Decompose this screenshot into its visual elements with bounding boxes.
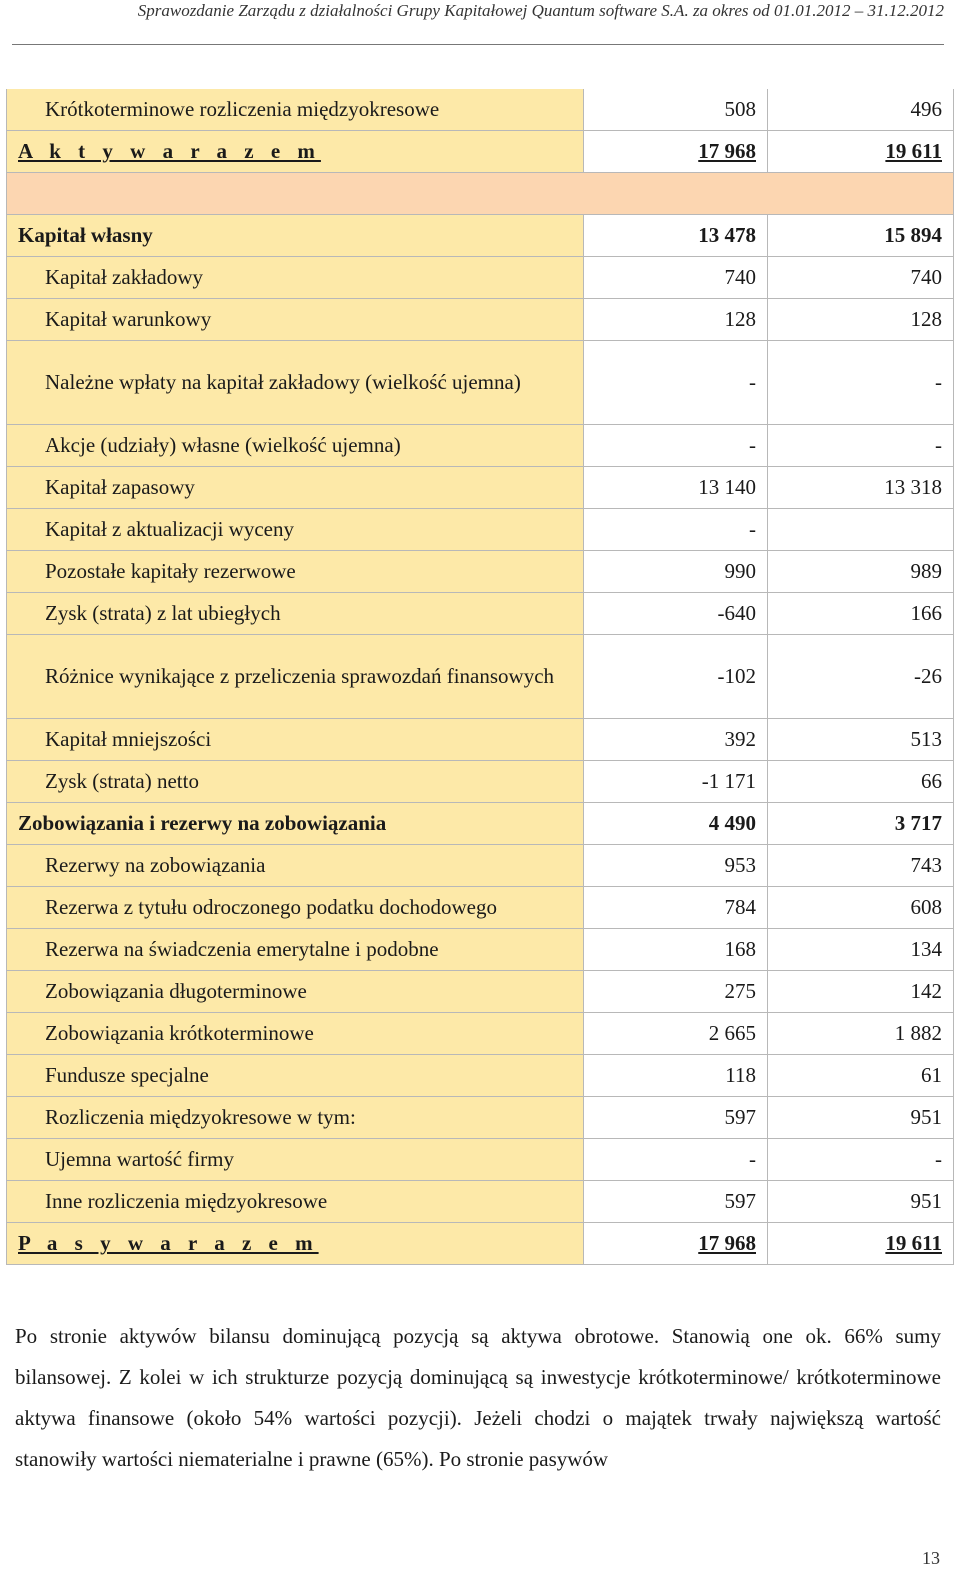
table-row (7, 845, 954, 887)
row-label: Różnice wynikające z przeliczenia sprawozdań finansowych (7, 635, 584, 719)
row-label: Akcje (udziały) własne (wielkość ujemna) (7, 425, 584, 467)
value-2012: 168 (584, 929, 768, 971)
row-label: Zobowiązania długoterminowe (7, 971, 584, 1013)
value-2011: - (768, 1139, 954, 1181)
value-2012: - (584, 1139, 768, 1181)
row-label: Zysk (strata) z lat ubiegłych (7, 593, 584, 635)
value-2012: 17 968 (584, 1223, 768, 1265)
balance-sheet-table (6, 89, 954, 1265)
row-label: A k t y w a r a z e m (7, 131, 584, 173)
value-2011 (768, 509, 954, 551)
row-label: Pozostałe kapitały rezerwowe (7, 551, 584, 593)
row-label: Kapitał mniejszości (7, 719, 584, 761)
row-label: Zobowiązania krótkoterminowe (7, 1013, 584, 1055)
table-row (7, 929, 954, 971)
value-2011: 128 (768, 299, 954, 341)
value-2011: 3 717 (768, 803, 954, 845)
value-2011: 989 (768, 551, 954, 593)
table-row (7, 803, 954, 845)
value-2012: 13 478 (584, 215, 768, 257)
value-2011: 1 882 (768, 1013, 954, 1055)
table-row (7, 89, 954, 131)
row-label: Zobowiązania i rezerwy na zobowiązania (7, 803, 584, 845)
table-separator-row (7, 173, 954, 215)
row-label: Rezerwa na świadczenia emerytalne i podobne (7, 929, 584, 971)
value-2011: 61 (768, 1055, 954, 1097)
table-row (7, 1139, 954, 1181)
table-row (7, 341, 954, 425)
table-row (7, 215, 954, 257)
value-2011: 142 (768, 971, 954, 1013)
value-2012: -640 (584, 593, 768, 635)
value-2011: 951 (768, 1097, 954, 1139)
value-2011: - (768, 341, 954, 425)
table-row-assets-total (7, 131, 954, 173)
value-2011: 743 (768, 845, 954, 887)
value-2011: 951 (768, 1181, 954, 1223)
value-2012: 2 665 (584, 1013, 768, 1055)
table-row (7, 1097, 954, 1139)
table-row (7, 1013, 954, 1055)
table-row (7, 887, 954, 929)
header-divider (12, 44, 944, 45)
row-label: Rezerwy na zobowiązania (7, 845, 584, 887)
table-row (7, 299, 954, 341)
value-2011: 166 (768, 593, 954, 635)
table-row (7, 971, 954, 1013)
value-2012: 275 (584, 971, 768, 1013)
value-2012: 990 (584, 551, 768, 593)
value-2011: 740 (768, 257, 954, 299)
value-2012: 4 490 (584, 803, 768, 845)
value-2012: 508 (584, 89, 768, 131)
row-label: Krótkoterminowe rozliczenia międzyokresowe (7, 89, 584, 131)
row-label: Należne wpłaty na kapitał zakładowy (wielkość ujemna) (7, 341, 584, 425)
row-label: Rezerwa z tytułu odroczonego podatku dochodowego (7, 887, 584, 929)
body-paragraph: Po stronie aktywów bilansu dominującą pozycją są aktywa obrotowe. Stanowią one ok. 66% sumy bilansowej. Z kolei w ich strukturze pozycją dominującą są inwestycje krótkoterminowe/ krótkoterminowe aktywa finansowe (około 54% wartości pozycji). Jeżeli chodzi o majątek trwały największą wartość stanowiły wartości niematerialne i prawne (65%). Po stronie pasywów (15, 1324, 941, 1471)
value-2011: 513 (768, 719, 954, 761)
value-2012: 128 (584, 299, 768, 341)
value-2012: -1 171 (584, 761, 768, 803)
row-label: Kapitał z aktualizacji wyceny (7, 509, 584, 551)
row-label: Ujemna wartość firmy (7, 1139, 584, 1181)
table-row (7, 593, 954, 635)
row-label: Kapitał własny (7, 215, 584, 257)
page-header: Sprawozdanie Zarządu z działalności Grupy Kapitałowej Quantum software S.A. za okres od 01.01.2012 – 31.12.2012 (137, 1, 944, 20)
separator-cell (7, 173, 954, 215)
table-row (7, 1055, 954, 1097)
value-2012: 17 968 (584, 131, 768, 173)
value-2011: 15 894 (768, 215, 954, 257)
value-2012: 740 (584, 257, 768, 299)
row-label: Kapitał zakładowy (7, 257, 584, 299)
row-label: Kapitał zapasowy (7, 467, 584, 509)
row-label: Fundusze specjalne (7, 1055, 584, 1097)
value-2011: 608 (768, 887, 954, 929)
row-label: P a s y w a r a z e m (7, 1223, 584, 1265)
table-row-liabilities-total (7, 1223, 954, 1265)
value-2011: -26 (768, 635, 954, 719)
value-2012: 13 140 (584, 467, 768, 509)
table-row (7, 425, 954, 467)
value-2012: 118 (584, 1055, 768, 1097)
value-2012: 597 (584, 1181, 768, 1223)
value-2011: 19 611 (768, 131, 954, 173)
value-2011: 496 (768, 89, 954, 131)
value-2011: 13 318 (768, 467, 954, 509)
value-2012: - (584, 509, 768, 551)
value-2011: 134 (768, 929, 954, 971)
value-2011: - (768, 425, 954, 467)
row-label: Rozliczenia międzyokresowe w tym: (7, 1097, 584, 1139)
row-label: Inne rozliczenia międzyokresowe (7, 1181, 584, 1223)
table-row (7, 635, 954, 719)
value-2011: 19 611 (768, 1223, 954, 1265)
table-row (7, 509, 954, 551)
value-2011: 66 (768, 761, 954, 803)
value-2012: 953 (584, 845, 768, 887)
value-2012: 784 (584, 887, 768, 929)
page-number: 13 (922, 1548, 940, 1568)
row-label: Zysk (strata) netto (7, 761, 584, 803)
table-row (7, 719, 954, 761)
row-label: Kapitał warunkowy (7, 299, 584, 341)
table-row (7, 551, 954, 593)
table-row (7, 467, 954, 509)
table-row (7, 761, 954, 803)
table-row (7, 257, 954, 299)
table-row (7, 1181, 954, 1223)
value-2012: - (584, 425, 768, 467)
value-2012: 597 (584, 1097, 768, 1139)
value-2012: -102 (584, 635, 768, 719)
value-2012: 392 (584, 719, 768, 761)
value-2012: - (584, 341, 768, 425)
